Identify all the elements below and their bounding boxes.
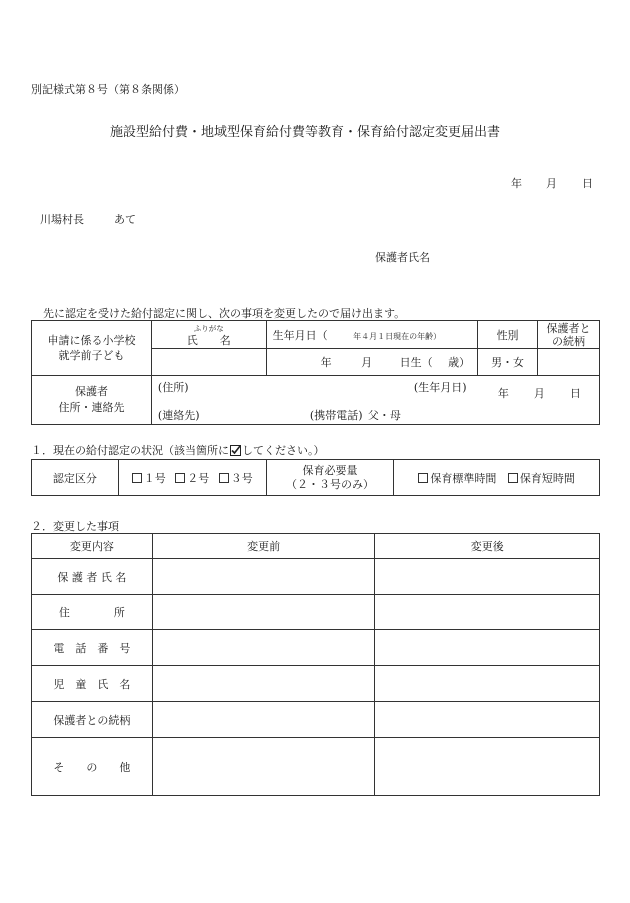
after-input[interactable] bbox=[375, 595, 600, 630]
before-input[interactable] bbox=[152, 702, 375, 738]
birth-day-label: 日生（ bbox=[399, 356, 433, 369]
guardian-month-label: 月 bbox=[533, 387, 545, 400]
checkbox-icon bbox=[508, 473, 518, 483]
guardian-birth-label: (生年月日) bbox=[413, 381, 467, 394]
after-input[interactable] bbox=[375, 666, 600, 702]
child-label: 申請に係る小学校就学前子ども bbox=[47, 334, 136, 362]
birth-header-cell bbox=[266, 321, 478, 349]
section1-heading-prefix: １．現在の給付認定の状況（該当箇所に bbox=[31, 444, 229, 457]
checkbox-icon bbox=[418, 473, 428, 483]
birth-label: 生年月日（ bbox=[272, 328, 328, 342]
col-header-after bbox=[375, 534, 600, 559]
col-header-item bbox=[32, 534, 153, 559]
intro-text: 先に認定を受けた給付認定に関し、次の事項を変更したので届け出ます。 bbox=[43, 307, 406, 320]
name-header-cell bbox=[151, 321, 266, 349]
date-month-label: 月 bbox=[546, 177, 557, 190]
child-birth-input[interactable] bbox=[266, 349, 478, 376]
certification-status-table bbox=[31, 459, 600, 496]
gender-value: 男・女 bbox=[491, 356, 525, 369]
table-row bbox=[32, 595, 600, 630]
parent-value: 父・母 bbox=[367, 409, 401, 422]
guardian-label-cell bbox=[32, 376, 152, 425]
table-row bbox=[32, 559, 600, 595]
after-input[interactable] bbox=[375, 559, 600, 595]
addressee-name: 川場村長 bbox=[40, 213, 84, 226]
row-label: 電 話 番 号 bbox=[32, 630, 153, 666]
section1-heading bbox=[31, 442, 325, 459]
name-label: 氏 名 bbox=[186, 333, 231, 347]
changes-table bbox=[31, 533, 600, 796]
row-label: 保 護 者 氏 名 bbox=[32, 559, 153, 595]
gender-label: 性別 bbox=[496, 328, 519, 342]
row-label: 児 童 氏 名 bbox=[32, 666, 153, 702]
before-input[interactable] bbox=[152, 595, 375, 630]
col-header-before bbox=[152, 534, 375, 559]
addressee-suffix: あて bbox=[114, 213, 136, 226]
option-3-label: ３号 bbox=[230, 471, 253, 485]
relation-header-cell bbox=[538, 321, 600, 349]
checkbox-icon bbox=[219, 473, 229, 483]
before-input[interactable] bbox=[152, 666, 375, 702]
before-input[interactable] bbox=[152, 559, 375, 595]
contact-label: (連絡先) bbox=[157, 409, 200, 422]
option-3-checkbox[interactable] bbox=[219, 472, 253, 485]
after-input[interactable] bbox=[375, 702, 600, 738]
guardian-label: 保護者 bbox=[74, 385, 108, 398]
child-name-input[interactable] bbox=[151, 349, 266, 376]
before-input[interactable] bbox=[152, 738, 375, 796]
checked-box-icon bbox=[230, 445, 241, 459]
mobile-label: (携帯電話) bbox=[309, 409, 363, 422]
col-after-label: 変更後 bbox=[470, 540, 504, 553]
col-before-label: 変更前 bbox=[247, 540, 281, 553]
option-1-checkbox[interactable] bbox=[132, 472, 166, 485]
category-label-cell bbox=[32, 460, 119, 496]
standard-time-label: 保育標準時間 bbox=[430, 471, 497, 485]
need-sub-label: （２・３号のみ） bbox=[285, 477, 374, 491]
guardian-info-input[interactable] bbox=[151, 376, 599, 425]
birth-year-label: 年 bbox=[320, 356, 332, 369]
age-note: 年４月１日現在の年齢） bbox=[353, 331, 442, 341]
need-options-cell bbox=[394, 460, 600, 496]
short-time-checkbox[interactable] bbox=[508, 472, 575, 485]
table-row bbox=[32, 738, 600, 796]
guardian-year-label: 年 bbox=[497, 387, 509, 400]
address-label: (住所) bbox=[157, 381, 189, 394]
need-label-cell bbox=[266, 460, 394, 496]
before-input[interactable] bbox=[152, 630, 375, 666]
checkbox-icon bbox=[132, 473, 142, 483]
category-options-cell bbox=[118, 460, 266, 496]
birth-age-label: 歳） bbox=[448, 356, 471, 369]
after-input[interactable] bbox=[375, 630, 600, 666]
row-label: 住 所 bbox=[32, 595, 153, 630]
short-time-label: 保育短時間 bbox=[519, 471, 575, 485]
section2-heading: ２．変更した事項 bbox=[31, 520, 119, 533]
guardian-name-label: 保護者氏名 bbox=[375, 251, 430, 264]
after-input[interactable] bbox=[375, 738, 600, 796]
row-label: そ の 他 bbox=[32, 738, 153, 796]
col-item-label: 変更内容 bbox=[69, 540, 114, 553]
gender-header-cell bbox=[478, 321, 538, 349]
category-label: 認定区分 bbox=[52, 471, 97, 485]
relation-input[interactable] bbox=[538, 349, 600, 376]
table-row bbox=[32, 702, 600, 738]
relation-label: 保護者との続柄 bbox=[546, 321, 591, 348]
birth-month-label: 月 bbox=[361, 356, 373, 369]
row-label: 保護者との続柄 bbox=[32, 702, 153, 738]
option-1-label: １号 bbox=[143, 471, 166, 485]
gender-select[interactable] bbox=[478, 349, 538, 376]
child-label-cell bbox=[32, 321, 152, 376]
table-row bbox=[32, 666, 600, 702]
standard-time-checkbox[interactable] bbox=[418, 472, 496, 485]
form-number: 別記様式第８号（第８条関係） bbox=[31, 83, 185, 96]
need-label: 保育必要量 bbox=[302, 463, 358, 477]
table-row bbox=[32, 630, 600, 666]
date-year-label: 年 bbox=[511, 177, 522, 190]
checkbox-icon bbox=[175, 473, 185, 483]
form-title: 施設型給付費・地域型保育給付費等教育・保育給付認定変更届出書 bbox=[110, 125, 501, 140]
guardian-sub-label: 住所・連絡先 bbox=[58, 401, 125, 414]
option-2-checkbox[interactable] bbox=[175, 472, 209, 485]
option-2-label: ２号 bbox=[187, 471, 210, 485]
furigana-label: ふりがな bbox=[193, 323, 224, 333]
section1-heading-suffix: してください。） bbox=[242, 444, 325, 457]
child-guardian-table bbox=[31, 320, 600, 425]
date-day-label: 日 bbox=[582, 177, 593, 190]
guardian-day-label: 日 bbox=[569, 387, 581, 400]
